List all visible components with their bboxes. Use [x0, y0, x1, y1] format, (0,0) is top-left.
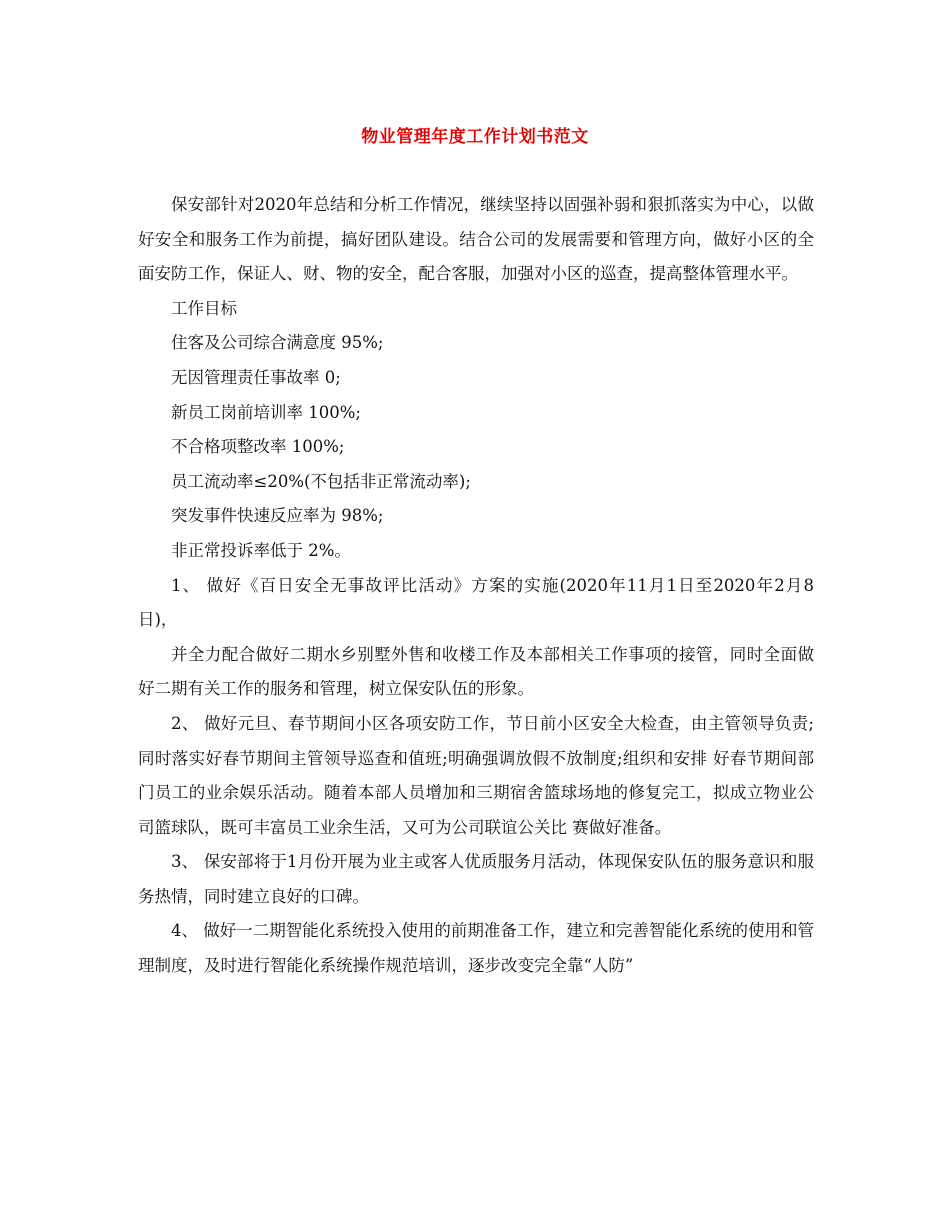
- paragraph-goal-accident-rate: 无因管理责任事故率 0;: [171, 367, 341, 387]
- paragraph-item-4: 4、 做好一二期智能化系统投入使用的前期准备工作，建立和完善智能化系统的使用和管理制度，及时进行智能化系统操作规范培训，逐步改变完全靠“人防”: [138, 921, 814, 976]
- document-body: [138, 188, 814, 984]
- paragraph-goal-turnover-rate: 员工流动率≤20%(不包括非正常流动率);: [171, 471, 471, 491]
- document-title: 物业管理年度工作计划书范文: [361, 127, 589, 147]
- paragraph-goal-satisfaction: 住客及公司综合满意度 95%;: [171, 333, 384, 353]
- paragraph-item-1-continued: 并全力配合做好二期水乡别墅外售和收楼工作及本部相关工作事项的接管，同时全面做好二期有关工作的服务和管理，树立保安队伍的形象。: [138, 644, 814, 699]
- paragraph-goal-response-rate: 突发事件快速反应率为 98%;: [171, 506, 384, 526]
- paragraph-intro: 保安部针对2020年总结和分析工作情况，继续坚持以固强补弱和狠抓落实为中心，以做好安全和服务工作为前提，搞好团队建设。结合公司的发展需要和管理方向，做好小区的全面安防工作，保证人、财、物的安全，配合客服，加强对小区的巡查，提高整体管理水平。: [138, 195, 814, 284]
- paragraph-goal-training-rate: 新员工岗前培训率 100%;: [171, 402, 361, 422]
- paragraph-goal-correction-rate: 不合格项整改率 100%;: [171, 437, 345, 457]
- paragraph-item-3: 3、 保安部将于1月份开展为业主或客人优质服务月活动，体现保安队伍的服务意识和服务热情，同时建立良好的口碑。: [138, 852, 814, 906]
- paragraph-goal-complaint-rate: 非正常投诉率低于 2%。: [171, 540, 351, 560]
- paragraph-item-2: 2、 做好元旦、春节期间小区各项安防工作，节日前小区安全大检查，由主管领导负责;同时落实好春节期间主管领导巡查和值班;明确强调放假不放制度;组织和安排 好春节期间部门员工的业余娱乐活动。随着本部人员增加和三期宿舍篮球场地的修复完工，拟成立物业公司篮球队，既可丰富员工业余生活，又可为公司联谊公关比 赛做好准备。: [138, 713, 814, 837]
- paragraph-goals-heading: 工作目标: [171, 298, 237, 318]
- paragraph-item-1: 1、 做好《百日安全无事故评比活动》方案的实施(2020年11月1日至2020年2月8日)，: [138, 575, 814, 630]
